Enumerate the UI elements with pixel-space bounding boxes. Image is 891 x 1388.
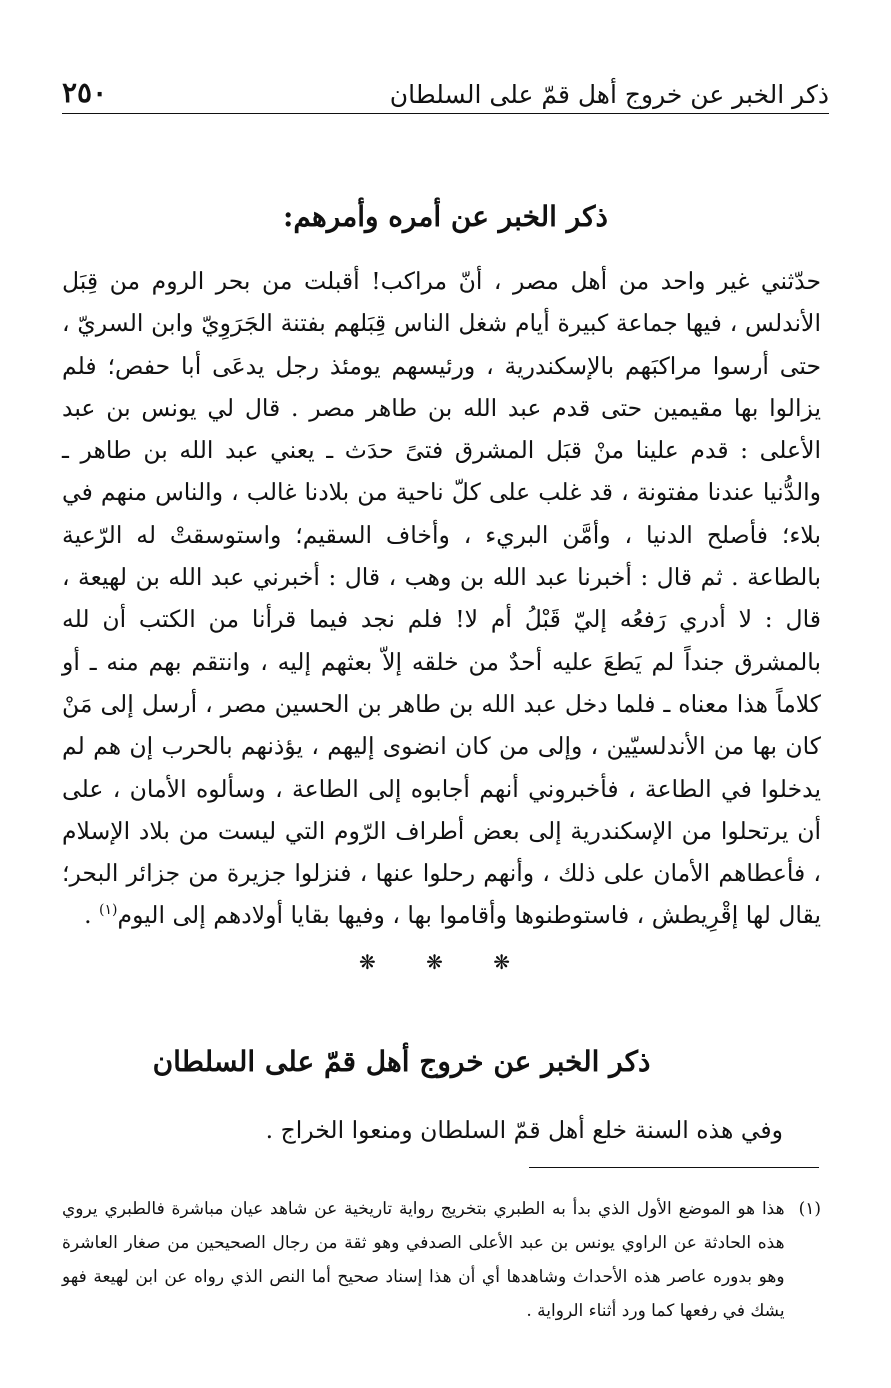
footnote bbox=[62, 1192, 821, 1328]
footnote-separator bbox=[529, 1167, 819, 1168]
section-divider-ornament: ❋ ❋ ❋ bbox=[359, 950, 532, 974]
footnote-marker: (١) bbox=[798, 1199, 821, 1219]
running-header bbox=[62, 64, 829, 114]
footnote-text: هذا هو الموضع الأول الذي بدأ به الطبري بتخريج رواية تاريخية عن شاهد عيان مباشرة فالطبري يروي هذه الحادثة عن الراوي يونس بن عبد الأعلى الصدفي وهو ثقة من رجال الصحيحين من صغار العاشرة وهو بدوره عاصر هذه الأحداث وشاهدها أي أن هذا إسناد صحيح أما النص الذي رواه عن ابن لهيعة فهو يشك في رفعها كما ورد أثناء الرواية . bbox=[62, 1199, 785, 1321]
section-heading-1: ذكر الخبر عن أمره وأمرهم: bbox=[283, 200, 608, 233]
page-number: ٢٥٠ bbox=[62, 76, 108, 109]
body-text-end: . bbox=[84, 901, 100, 930]
section-2-body: وفي هذه السنة خلع أهل قمّ السلطان ومنعوا الخراج . bbox=[265, 1116, 783, 1144]
running-title: ذكر الخبر عن خروج أهل قمّ على السلطان bbox=[389, 80, 829, 109]
section-heading-2: ذكر الخبر عن خروج أهل قمّ على السلطان bbox=[152, 1045, 651, 1078]
body-text-main: حدّثني غير واحد من أهل مصر ، أنّ مراكب! أقبلت من بحر الروم من قِبَل الأندلس ، فيها جماعة كبيرة أيام شغل الناس قِبَلهم بفتنة الجَرَوِيّ وابن السريّ ، حتى أرسوا مراكبَهم بالإسكندرية ، ورئيسهم يومئذ رجل يدعَى أبا حفص؛ فلم يزالوا بها مقيمين حتى قدم عبد الله بن طاهر مصر . قال لي يونس بن عبد الأعلى : قدم علينا منْ قبَل المشرق فتىً حدَث ـ يعني عبد الله بن طاهر ـ والدُّنيا عندنا مفتونة ، قد غلب على كلّ ناحية من بلادنا غالب ، والناس منهم في بلاء؛ فأصلح الدنيا ، وأمَّن البريء ، وأخاف السقيم؛ واستوسقتْ له الرّعية بالطاعة . ثم قال : أخبرنا عبد الله بن وهب ، قال : أخبرني عبد الله بن لهيعة ، قال : لا أدري رَفعُه إليّ قَبْلُ أم لا! فلم نجد فيما قرأنا من الكتب أن لله بالمشرق جنداً لم يَطعَ عليه أحدٌ من خلقه إلاّ بعثهم إليه ، وانتقم بهم منه ـ أو كلاماً هذا معناه ـ فلما دخل عبد الله بن طاهر بن الحسين مصر ، أرسل إلى مَنْ كان بها من الأندلسيّين ، وإلى من كان انضوى إليهم ، يؤذنهم بالحرب إن هم لم يدخلوا في الطاعة ، فأخبروني أنهم أجابوه إلى الطاعة ، وسألوه الأمان ، على أن يرتحلوا من الإسكندرية إلى بعض أطراف الرّوم التي ليست من بلاد الإسلام ، فأعطاهم الأمان على ذلك ، وأنهم رحلوا عنها ، فنزلوا جزيرة من جزائر البحر؛ يقال لها إقْرِيطش ، فاستوطنوها وأقاموا بها ، وفيها بقايا أولادهم إلى اليوم bbox=[62, 267, 821, 930]
footnote-reference[interactable]: (١) bbox=[99, 902, 118, 919]
section-1-body bbox=[62, 260, 821, 937]
